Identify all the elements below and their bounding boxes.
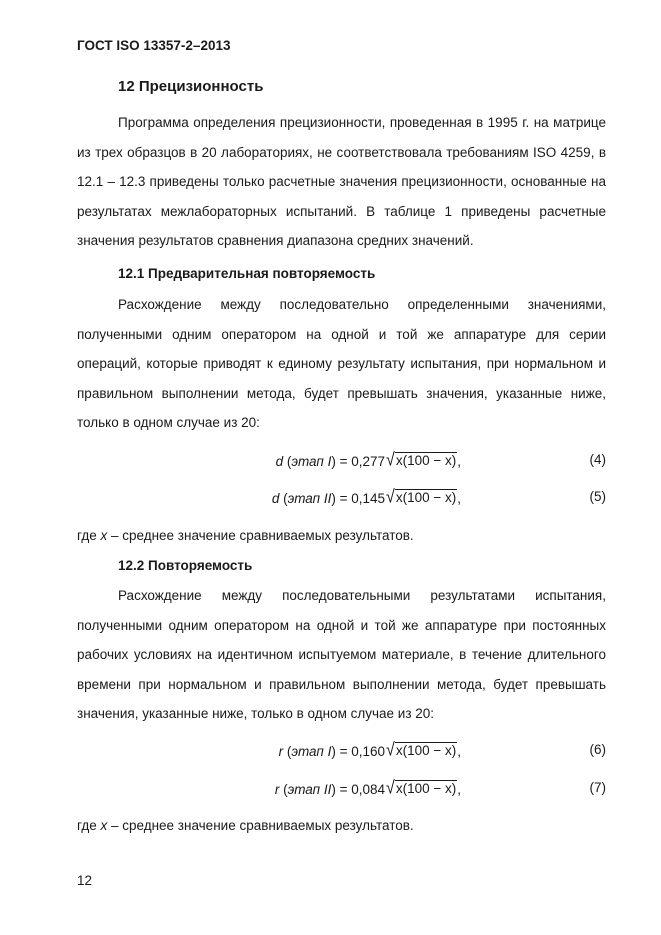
preliminary-repeatability-paragraph: Расхождение между последовательно определенными значениями, полученными одним оператором на одной и той же аппаратуре для серии операций, которые приводят к единому результату испытания, при нормальном и правильном выполнении метода, будет превышать значения, указанные ниже, только в одном случае из 20: <box>77 297 606 430</box>
intro-paragraph: Программа определения прецизионности, проведенная в 1995 г. на матрице из трех образцов в 20 лабораториях, не соответствовала требованиям ISO 4259, в 12.1 – 12.3 приведены только расчетные значения прецизионности, основанные на результатах межлабораторных испытаний. В таблице 1 приведены расчетные значения результатов сравнения диапазона средних значений. <box>77 115 606 248</box>
formula-radicand: x(100 − x) <box>395 453 457 468</box>
formula-radicand: x(100 − x) <box>395 781 457 796</box>
equation-number: (6) <box>589 742 606 757</box>
formula-argument: этап II <box>287 491 332 506</box>
equation-number: (5) <box>589 489 606 504</box>
page-number: 12 <box>77 873 93 888</box>
sqrt-symbol: √ x(100 − x) <box>386 740 457 761</box>
formula-4: d ( этап I ) = 0,277 √ x(100 − x) , (4) <box>275 450 606 471</box>
sqrt-symbol: √ x(100 − x) <box>386 450 457 471</box>
formula-lhs: d <box>271 491 280 506</box>
formula-coefficient: 0,160 <box>351 744 386 759</box>
formula-argument: этап I <box>291 744 332 759</box>
formula-lhs: r <box>274 782 280 797</box>
formula-coefficient: 0,084 <box>351 782 386 797</box>
subsection-title-repeatability: 12.2 Повторяемость <box>118 558 253 573</box>
subsection-title-preliminary-repeatability: 12.1 Предварительная повторяемость <box>118 266 376 281</box>
formula-6: r ( этап I ) = 0,160 √ x(100 − x) , (6) <box>278 740 606 761</box>
formula-5: d ( этап II ) = 0,145 √ x(100 − x) , (5) <box>271 487 606 508</box>
document-header: ГОСТ ISO 13357-2–2013 <box>77 38 231 53</box>
formula-coefficient: 0,277 <box>351 454 386 469</box>
formula-where-note: где x – среднее значение сравниваемых результатов. <box>77 528 414 543</box>
formula-lhs: r <box>278 744 284 759</box>
formula-radicand: x(100 − x) <box>395 743 457 758</box>
equation-number: (4) <box>589 452 606 467</box>
repeatability-paragraph: Расхождение между последовательными результатами испытания, полученными одним оператором на одной и той же аппаратуре при постоянных рабочих условиях на идентичном испытуемом материале, в течение длительного времени при нормальном и правильном выполнении метода, будет превышать значения, указанные ниже, только в одном случае из 20: <box>77 588 606 721</box>
formula-lhs: d <box>275 454 284 469</box>
formula-argument: этап I <box>291 454 332 469</box>
sqrt-symbol: √ x(100 − x) <box>386 778 457 799</box>
sqrt-symbol: √ x(100 − x) <box>386 487 457 508</box>
formula-coefficient: 0,145 <box>351 491 386 506</box>
formula-7: r ( этап II ) = 0,084 √ x(100 − x) , (7) <box>274 778 606 799</box>
section-title: 12 Прецизионность <box>118 78 264 95</box>
formula-radicand: x(100 − x) <box>395 490 457 505</box>
formula-argument: этап II <box>287 782 332 797</box>
formula-where-note: где x – среднее значение сравниваемых результатов. <box>77 818 414 833</box>
equation-number: (7) <box>589 780 606 795</box>
